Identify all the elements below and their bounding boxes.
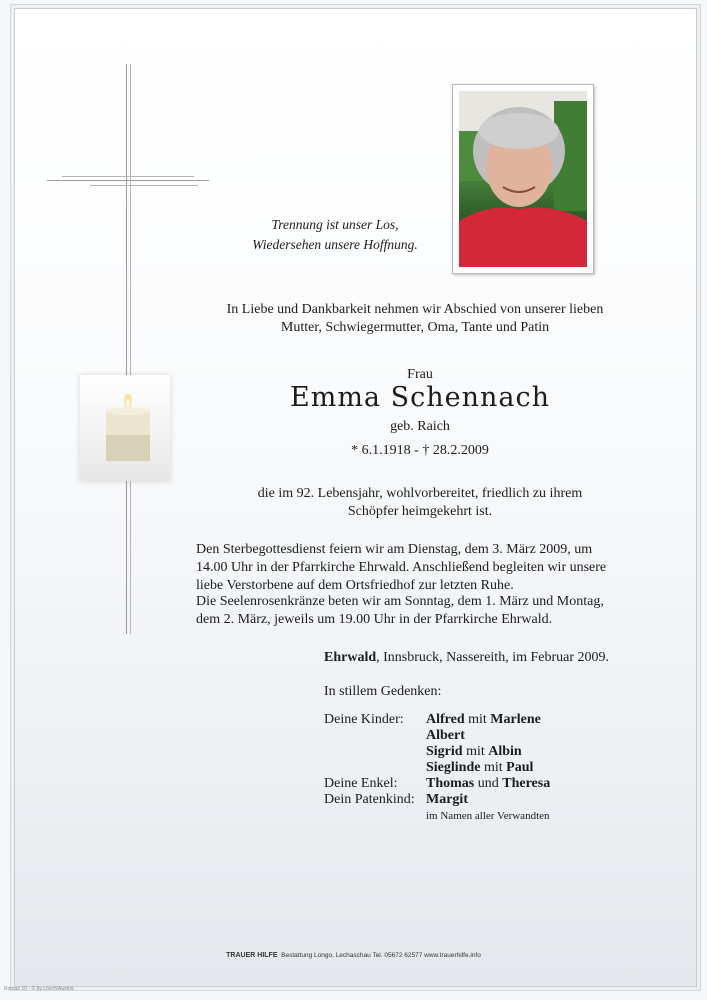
salutation: Frau	[407, 367, 433, 382]
candle-image	[80, 375, 170, 481]
children-row	[324, 712, 550, 776]
service-line: 14.00 Uhr in der Pfarrkirche Ehrwald. Anschließend begleiten wir unsere	[196, 560, 607, 575]
footer-brand: TRAUER HILFE	[226, 952, 278, 959]
place-date	[324, 649, 684, 667]
list-item: Albert	[426, 728, 465, 743]
intro-line: Mutter, Schwiegermutter, Oma, Tante und Patin	[280, 320, 550, 335]
footer-text: Bestattung Longo, Lechaschau Tel. 05672 62577 www.trauerhilfe.info	[281, 952, 481, 959]
children-label: Deine Kinder:	[324, 712, 404, 727]
list-item: Thomas und Theresa	[426, 776, 551, 791]
service-line: liebe Verstorbene auf dem Ortsfriedhof zur letzten Ruhe.	[196, 578, 514, 593]
relatives-text: im Namen aller Verwandten	[426, 810, 550, 822]
grandchildren-row	[324, 776, 550, 792]
quote-line: Trennung ist unser Los,	[271, 217, 399, 232]
memory-text: In stillem Gedenken:	[324, 684, 442, 699]
deceased-name: Emma Schennach	[290, 382, 550, 413]
rosary-line: dem 2. März, jeweils um 19.00 Uhr in der Pfarrkirche Ehrwald.	[196, 612, 553, 627]
maiden-name: geb. Raich	[390, 419, 450, 434]
list-item: Sigrid mit Albin	[426, 744, 522, 759]
imprint: Roman 10 - © by Lösch/Austria	[4, 986, 74, 992]
intro-line: In Liebe und Dankbarkeit nehmen wir Abschied von unserer lieben	[226, 302, 604, 317]
passing-line: die im 92. Lebensjahr, wohlvorbereitet, friedlich zu ihrem	[257, 486, 583, 501]
intro-text	[170, 301, 660, 337]
mourners-list	[324, 712, 550, 824]
passing-line: Schöpfer heimgekehrt ist.	[347, 504, 493, 519]
service-text	[196, 541, 616, 595]
life-dates: * 6.1.1918 - † 28.2.2009	[351, 443, 489, 458]
godchild-row	[324, 792, 550, 824]
place-town: Ehrwald	[324, 650, 377, 665]
portrait-photo	[452, 84, 594, 274]
godchild-name: Margit	[426, 792, 468, 807]
quote	[200, 215, 470, 255]
rosary-line: Die Seelenrosenkränze beten wir am Sonntag, dem 1. März und Montag,	[196, 594, 604, 609]
place-rest: , Innsbruck, Nassereith, im Februar 2009.	[376, 650, 610, 665]
children-names	[426, 712, 541, 776]
rosary-text	[196, 593, 616, 629]
grandchildren-label: Deine Enkel:	[324, 776, 398, 791]
quote-line: Wiedersehen unsere Hoffnung.	[252, 237, 418, 252]
service-line: Den Sterbegottesdienst feiern wir am Dienstag, dem 3. März 2009, um	[196, 542, 593, 557]
footer	[0, 952, 707, 959]
godchild-label: Dein Patenkind:	[324, 792, 415, 807]
list-item: Sieglinde mit Paul	[426, 760, 534, 775]
passing-text	[200, 485, 640, 521]
list-item: Alfred mit Marlene	[426, 712, 541, 727]
